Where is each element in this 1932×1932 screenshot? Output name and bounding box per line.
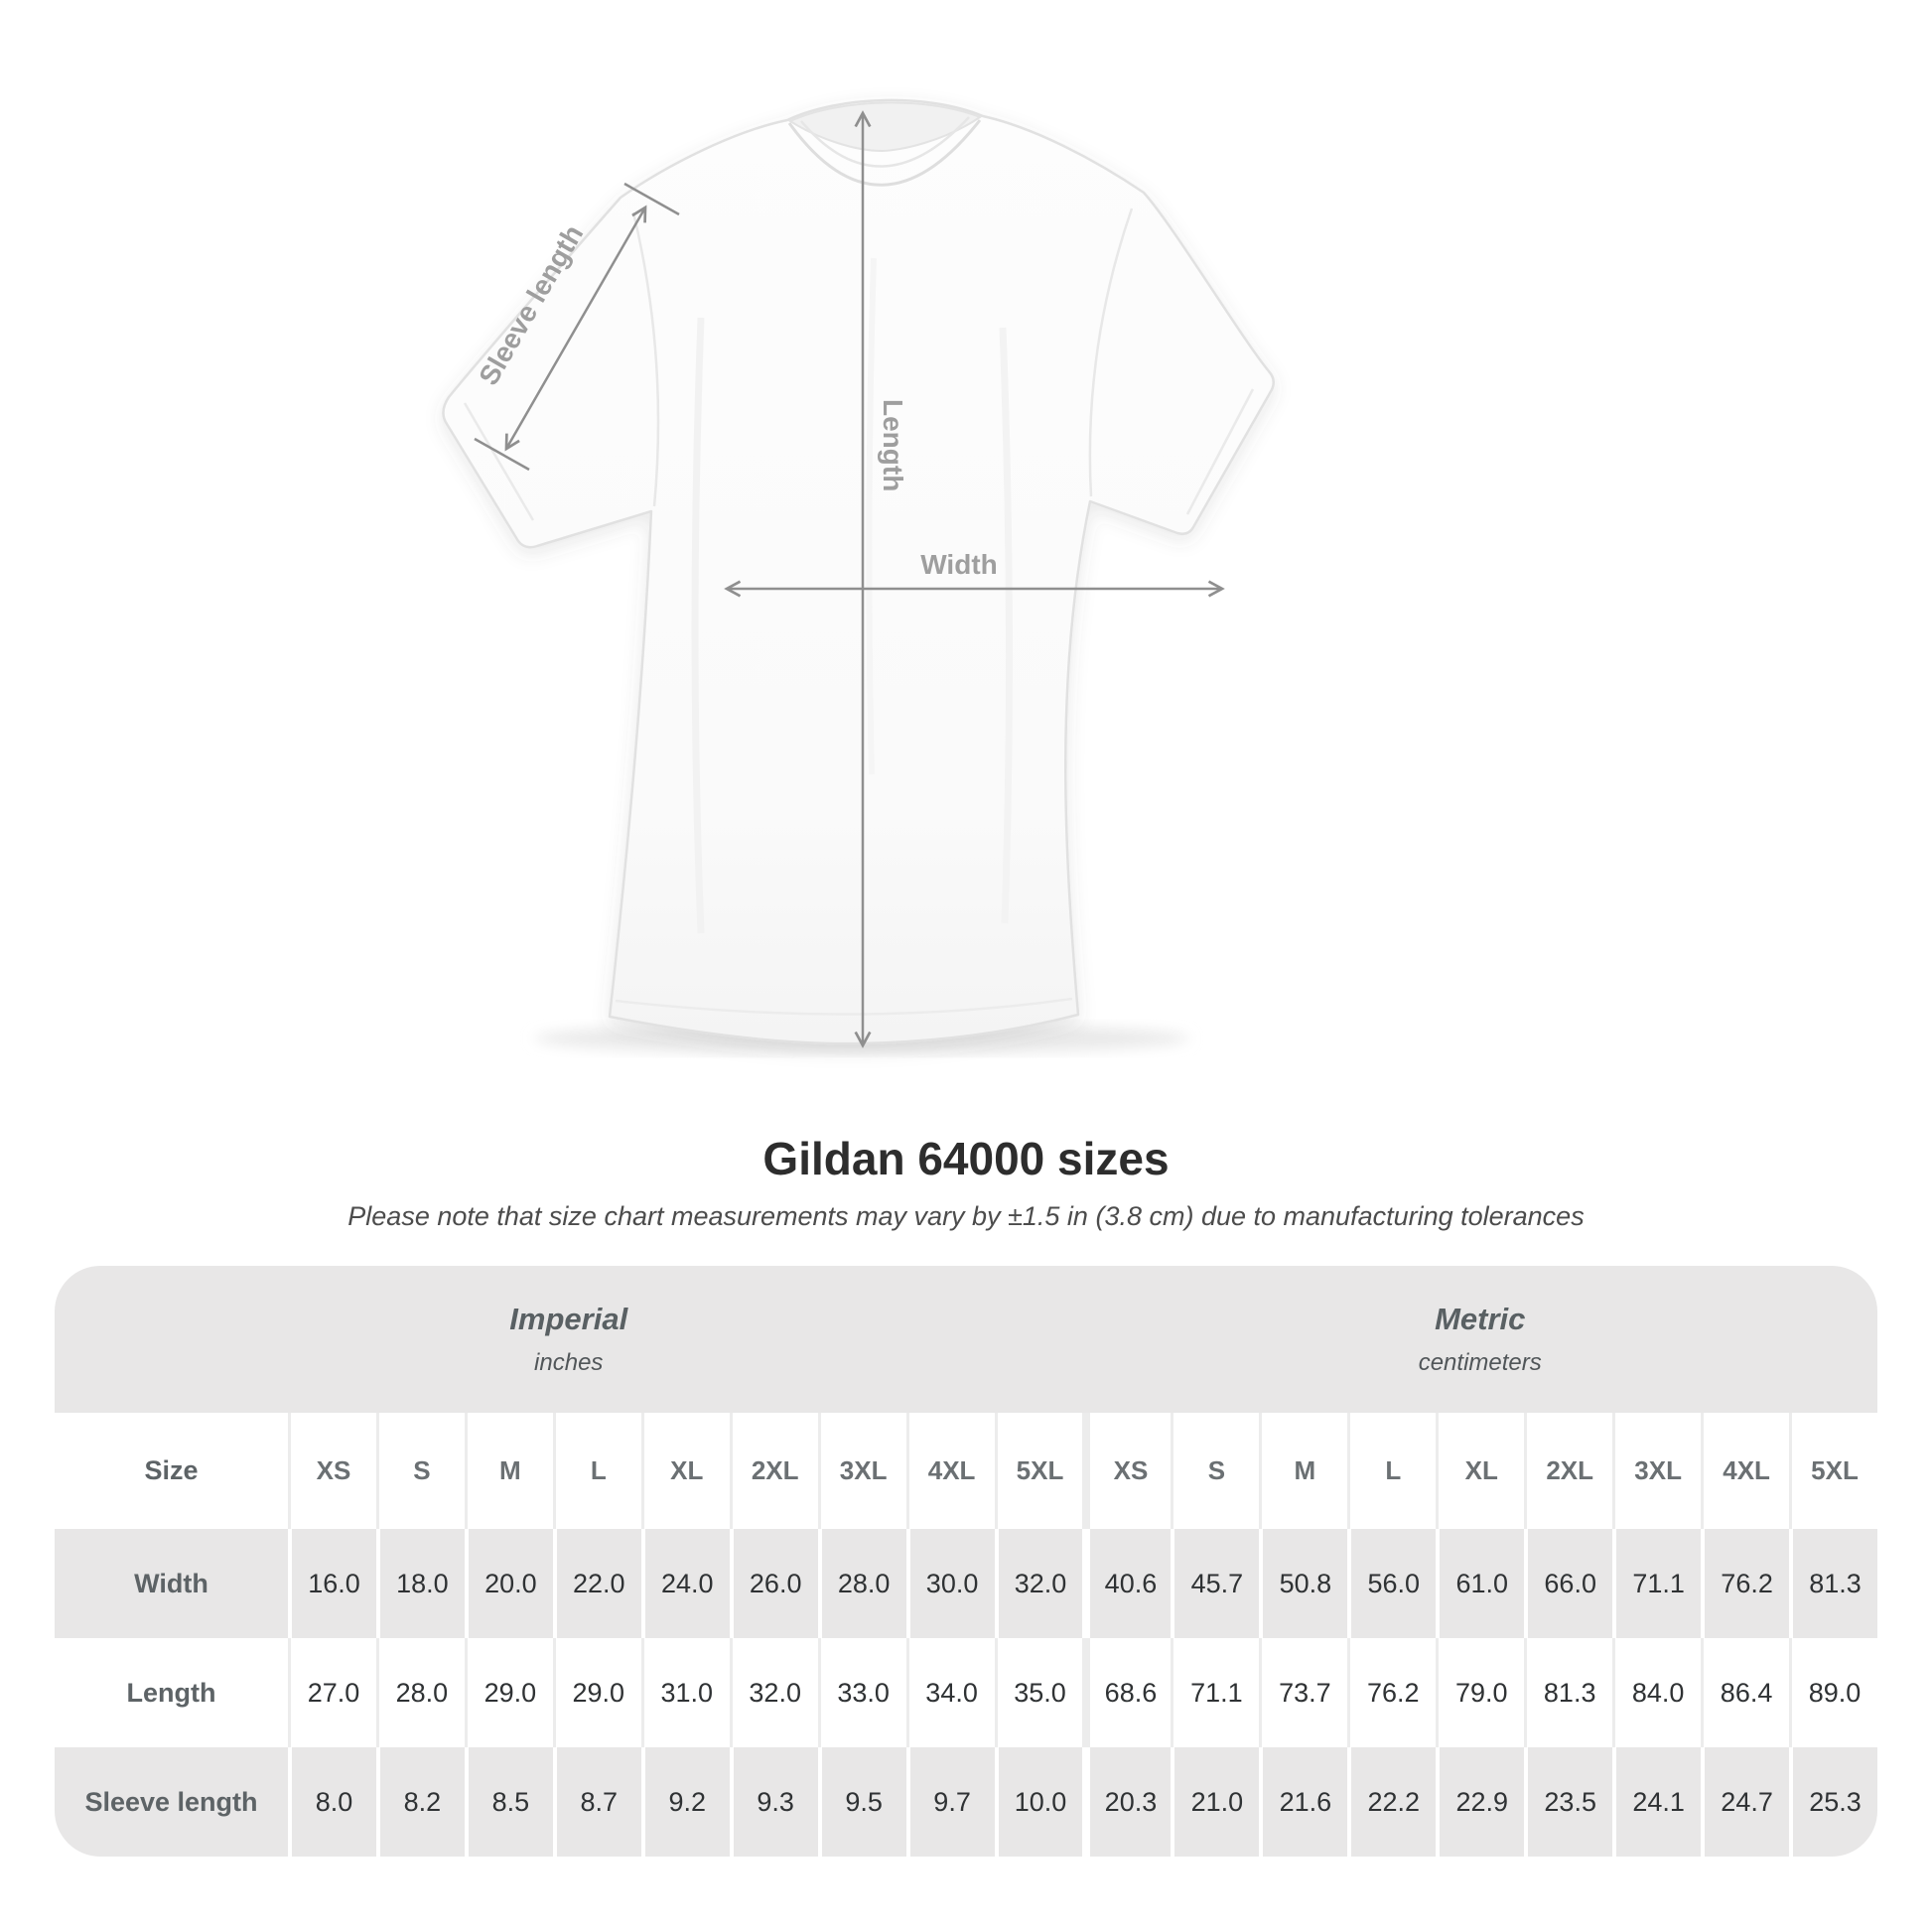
- row-label-sleeve-length: Sleeve length: [55, 1747, 288, 1857]
- value-metric-width-4xl: 76.2: [1701, 1529, 1789, 1638]
- title-block: [0, 1132, 1932, 1232]
- value-metric-length-m: 73.7: [1259, 1638, 1347, 1747]
- value-metric-length-5xl: 89.0: [1789, 1638, 1877, 1747]
- size-col-imperial-2xl: 2XL: [730, 1413, 818, 1529]
- value-imperial-width-3xl: 28.0: [818, 1529, 906, 1638]
- value-imperial-sleeve-length-m: 8.5: [465, 1747, 553, 1857]
- metric-header: [1082, 1266, 1877, 1413]
- value-metric-length-xs: 68.6: [1082, 1638, 1171, 1747]
- value-imperial-length-m: 29.0: [465, 1638, 553, 1747]
- imperial-label: Imperial: [509, 1302, 628, 1336]
- value-metric-sleeve-length-2xl: 23.5: [1524, 1747, 1612, 1857]
- value-imperial-sleeve-length-5xl: 10.0: [995, 1747, 1083, 1857]
- value-imperial-sleeve-length-xl: 9.2: [641, 1747, 730, 1857]
- value-metric-width-xs: 40.6: [1082, 1529, 1171, 1638]
- value-metric-length-l: 76.2: [1347, 1638, 1436, 1747]
- value-imperial-width-xl: 24.0: [641, 1529, 730, 1638]
- value-metric-sleeve-length-m: 21.6: [1259, 1747, 1347, 1857]
- size-col-metric-4xl: 4XL: [1701, 1413, 1789, 1529]
- value-metric-sleeve-length-xl: 22.9: [1436, 1747, 1524, 1857]
- size-col-metric-3xl: 3XL: [1612, 1413, 1701, 1529]
- size-col-imperial-5xl: 5XL: [995, 1413, 1083, 1529]
- value-metric-sleeve-length-4xl: 24.7: [1701, 1747, 1789, 1857]
- value-metric-width-2xl: 66.0: [1524, 1529, 1612, 1638]
- size-col-metric-s: S: [1171, 1413, 1259, 1529]
- imperial-header: [55, 1266, 1082, 1413]
- value-imperial-width-4xl: 30.0: [906, 1529, 995, 1638]
- size-col-metric-xs: XS: [1082, 1413, 1171, 1529]
- value-imperial-sleeve-length-2xl: 9.3: [730, 1747, 818, 1857]
- value-metric-sleeve-length-5xl: 25.3: [1789, 1747, 1877, 1857]
- value-metric-length-4xl: 86.4: [1701, 1638, 1789, 1747]
- value-imperial-length-xs: 27.0: [288, 1638, 376, 1747]
- value-metric-width-s: 45.7: [1171, 1529, 1259, 1638]
- size-col-imperial-xs: XS: [288, 1413, 376, 1529]
- size-col-metric-m: M: [1259, 1413, 1347, 1529]
- value-imperial-length-3xl: 33.0: [818, 1638, 906, 1747]
- size-col-imperial-4xl: 4XL: [906, 1413, 995, 1529]
- value-imperial-length-s: 28.0: [376, 1638, 465, 1747]
- value-imperial-sleeve-length-4xl: 9.7: [906, 1747, 995, 1857]
- tolerance-note: Please note that size chart measurements may vary by ±1.5 in (3.8 cm) due to manufacturing tolerances: [347, 1201, 1585, 1231]
- metric-unit: centimeters: [1418, 1349, 1542, 1376]
- size-col-imperial-m: M: [465, 1413, 553, 1529]
- value-imperial-length-4xl: 34.0: [906, 1638, 995, 1747]
- row-label-width: Width: [55, 1529, 288, 1638]
- value-imperial-sleeve-length-3xl: 9.5: [818, 1747, 906, 1857]
- metric-label: Metric: [1435, 1302, 1526, 1336]
- row-label-length: Length: [55, 1638, 288, 1747]
- value-metric-width-l: 56.0: [1347, 1529, 1436, 1638]
- value-imperial-width-m: 20.0: [465, 1529, 553, 1638]
- length-label: Length: [878, 399, 908, 492]
- value-metric-width-5xl: 81.3: [1789, 1529, 1877, 1638]
- imperial-unit: inches: [534, 1349, 604, 1376]
- value-metric-length-s: 71.1: [1171, 1638, 1259, 1747]
- size-col-imperial-s: S: [376, 1413, 465, 1529]
- size-col-imperial-l: L: [553, 1413, 641, 1529]
- value-metric-length-2xl: 81.3: [1524, 1638, 1612, 1747]
- value-imperial-sleeve-length-xs: 8.0: [288, 1747, 376, 1857]
- value-metric-sleeve-length-s: 21.0: [1171, 1747, 1259, 1857]
- value-metric-sleeve-length-xs: 20.3: [1082, 1747, 1171, 1857]
- page-title: Gildan 64000 sizes: [762, 1133, 1170, 1184]
- size-col-metric-2xl: 2XL: [1524, 1413, 1612, 1529]
- value-imperial-width-2xl: 26.0: [730, 1529, 818, 1638]
- size-column-header: Size: [55, 1413, 288, 1529]
- value-imperial-length-l: 29.0: [553, 1638, 641, 1747]
- value-metric-length-3xl: 84.0: [1612, 1638, 1701, 1747]
- value-imperial-length-xl: 31.0: [641, 1638, 730, 1747]
- size-col-metric-xl: XL: [1436, 1413, 1524, 1529]
- value-imperial-length-2xl: 32.0: [730, 1638, 818, 1747]
- value-imperial-sleeve-length-s: 8.2: [376, 1747, 465, 1857]
- value-metric-width-3xl: 71.1: [1612, 1529, 1701, 1638]
- value-imperial-width-5xl: 32.0: [995, 1529, 1083, 1638]
- value-metric-width-m: 50.8: [1259, 1529, 1347, 1638]
- value-metric-length-xl: 79.0: [1436, 1638, 1524, 1747]
- value-imperial-width-xs: 16.0: [288, 1529, 376, 1638]
- value-metric-width-xl: 61.0: [1436, 1529, 1524, 1638]
- value-imperial-width-l: 22.0: [553, 1529, 641, 1638]
- size-col-imperial-xl: XL: [641, 1413, 730, 1529]
- value-metric-sleeve-length-3xl: 24.1: [1612, 1747, 1701, 1857]
- size-col-imperial-3xl: 3XL: [818, 1413, 906, 1529]
- value-imperial-length-5xl: 35.0: [995, 1638, 1083, 1747]
- value-imperial-sleeve-length-l: 8.7: [553, 1747, 641, 1857]
- value-imperial-width-s: 18.0: [376, 1529, 465, 1638]
- size-table: [55, 1266, 1877, 1857]
- size-col-metric-l: L: [1347, 1413, 1436, 1529]
- size-col-metric-5xl: 5XL: [1789, 1413, 1877, 1529]
- value-metric-sleeve-length-l: 22.2: [1347, 1747, 1436, 1857]
- sleeve-length-label: Sleeve length: [473, 219, 590, 391]
- width-label: Width: [920, 549, 998, 580]
